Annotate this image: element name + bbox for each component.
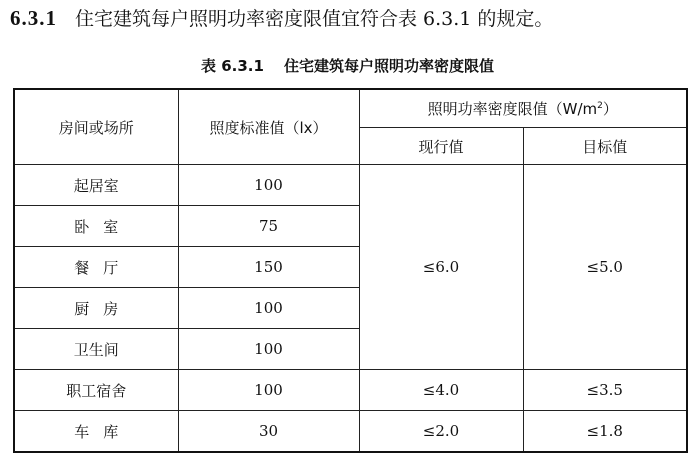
header-lpd-limit [359,89,687,128]
table-row [14,370,687,411]
illuminance-cell: 100 [178,329,359,370]
room-cell: 卧室 [14,206,178,247]
header-illuminance: 照度标准值（lx） [178,89,359,165]
illuminance-cell: 30 [178,411,359,453]
room-cell: 卫生间 [14,329,178,370]
room-cell: 车库 [14,411,178,453]
room-cell: 起居室 [14,165,178,206]
table-caption-number: 表 6.3.1 [201,57,264,75]
header-lpd-limit-sup: 2 [597,101,603,111]
illuminance-cell: 75 [178,206,359,247]
header-lpd-limit-end: ） [602,100,618,118]
table-caption [0,56,695,76]
header-target: 目标值 [523,128,687,165]
header-current: 现行值 [359,128,523,165]
table-caption-title: 住宅建筑每户照明功率密度限值 [283,57,494,75]
current-cell-merged: ≤6.0 [359,165,523,370]
room-cell: 职工宿舍 [14,370,178,411]
table-row [14,411,687,453]
illuminance-cell: 100 [178,165,359,206]
clause-number: 6.3.1 [10,6,57,30]
illuminance-cell: 100 [178,370,359,411]
table-row [14,165,687,206]
clause-text [10,6,690,31]
illuminance-cell: 150 [178,247,359,288]
room-cell: 餐厅 [14,247,178,288]
header-lpd-limit-text: 照明功率密度限值（W/m [427,100,598,118]
target-cell: ≤1.8 [523,411,687,453]
header-room: 房间或场所 [14,89,178,165]
room-cell: 厨房 [14,288,178,329]
illuminance-cell: 100 [178,288,359,329]
current-cell: ≤2.0 [359,411,523,453]
current-cell: ≤4.0 [359,370,523,411]
lighting-power-density-table [13,88,688,453]
target-cell: ≤3.5 [523,370,687,411]
clause-body: 住宅建筑每户照明功率密度限值宜符合表 6.3.1 的规定。 [75,8,554,30]
target-cell-merged: ≤5.0 [523,165,687,370]
